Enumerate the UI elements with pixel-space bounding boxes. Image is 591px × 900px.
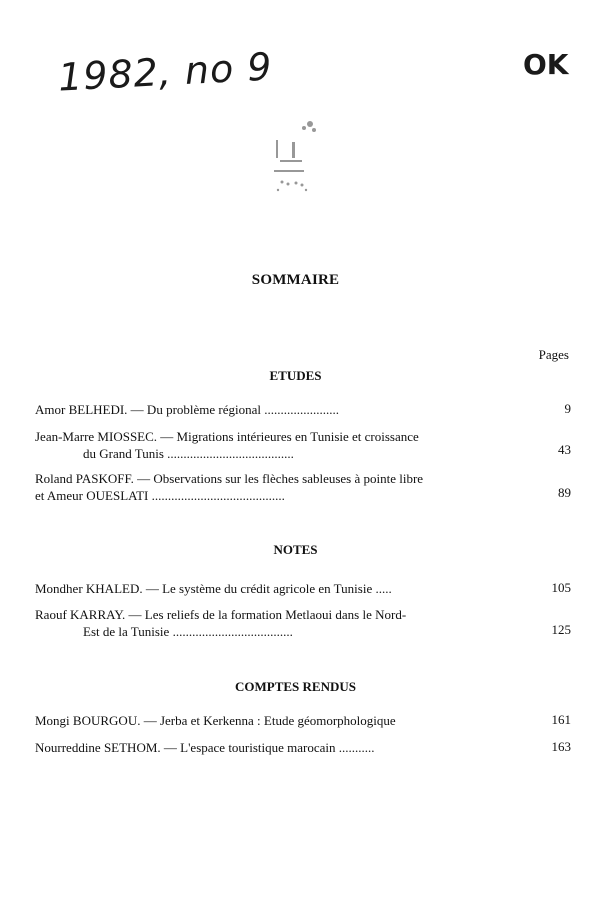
toc-page-number: 43 (558, 442, 571, 457)
toc-entry (35, 428, 505, 462)
toc-entry (35, 606, 505, 640)
section-title-comptes-rendus: COMPTES RENDUS (235, 679, 356, 694)
toc-page-number: 105 (551, 580, 571, 595)
toc-page-number: 163 (551, 739, 571, 754)
toc-entry-text: Jean-Marre MIOSSEC. — Migrations intérieures en Tunisie et croissance (35, 429, 419, 444)
toc-page-number: 9 (564, 401, 571, 416)
section-title-etudes: ETUDES (269, 368, 322, 383)
toc-entry (35, 712, 505, 729)
handwritten-date: 1982, no 9 (56, 44, 274, 100)
toc-page-number: 89 (558, 485, 571, 500)
handwritten-ok-mark: OK (523, 48, 569, 81)
toc-entry-text: Mongi BOURGOU. — Jerba et Kerkenna : Etude géomorphologique (35, 713, 396, 728)
toc-page-number: 161 (551, 712, 571, 727)
toc-entry-text: Roland PASKOFF. — Observations sur les flèches sableuses à pointe libre (35, 471, 424, 486)
toc-entry-text: Mondher KHALED. — Le système du crédit agricole en Tunisie ..... (35, 581, 392, 596)
toc-entry-text: Est de la Tunisie ..................................... (83, 624, 293, 639)
toc-entry (35, 401, 505, 418)
toc-entry-text: du Grand Tunis ....................................... (83, 446, 294, 461)
toc-entry-text: Raouf KARRAY. — Les reliefs de la formation Metlaoui dans le Nord- (35, 607, 407, 622)
section-title-notes: NOTES (273, 542, 318, 557)
toc-entry (35, 739, 505, 756)
pages-column-label: Pages (538, 347, 569, 362)
library-stamp-icon (262, 110, 332, 200)
toc-entry-text: Amor BELHEDI. — Du problème régional ....................... (35, 402, 340, 417)
toc-entry-text: Nourreddine SETHOM. — L'espace touristique marocain ........... (35, 740, 375, 755)
toc-page-number: 125 (551, 622, 571, 637)
toc-entry-text: et Ameur OUESLATI ......................................... (35, 488, 285, 503)
toc-entry (35, 470, 505, 504)
page-title: SOMMAIRE (251, 272, 340, 288)
toc-entry (35, 580, 505, 597)
